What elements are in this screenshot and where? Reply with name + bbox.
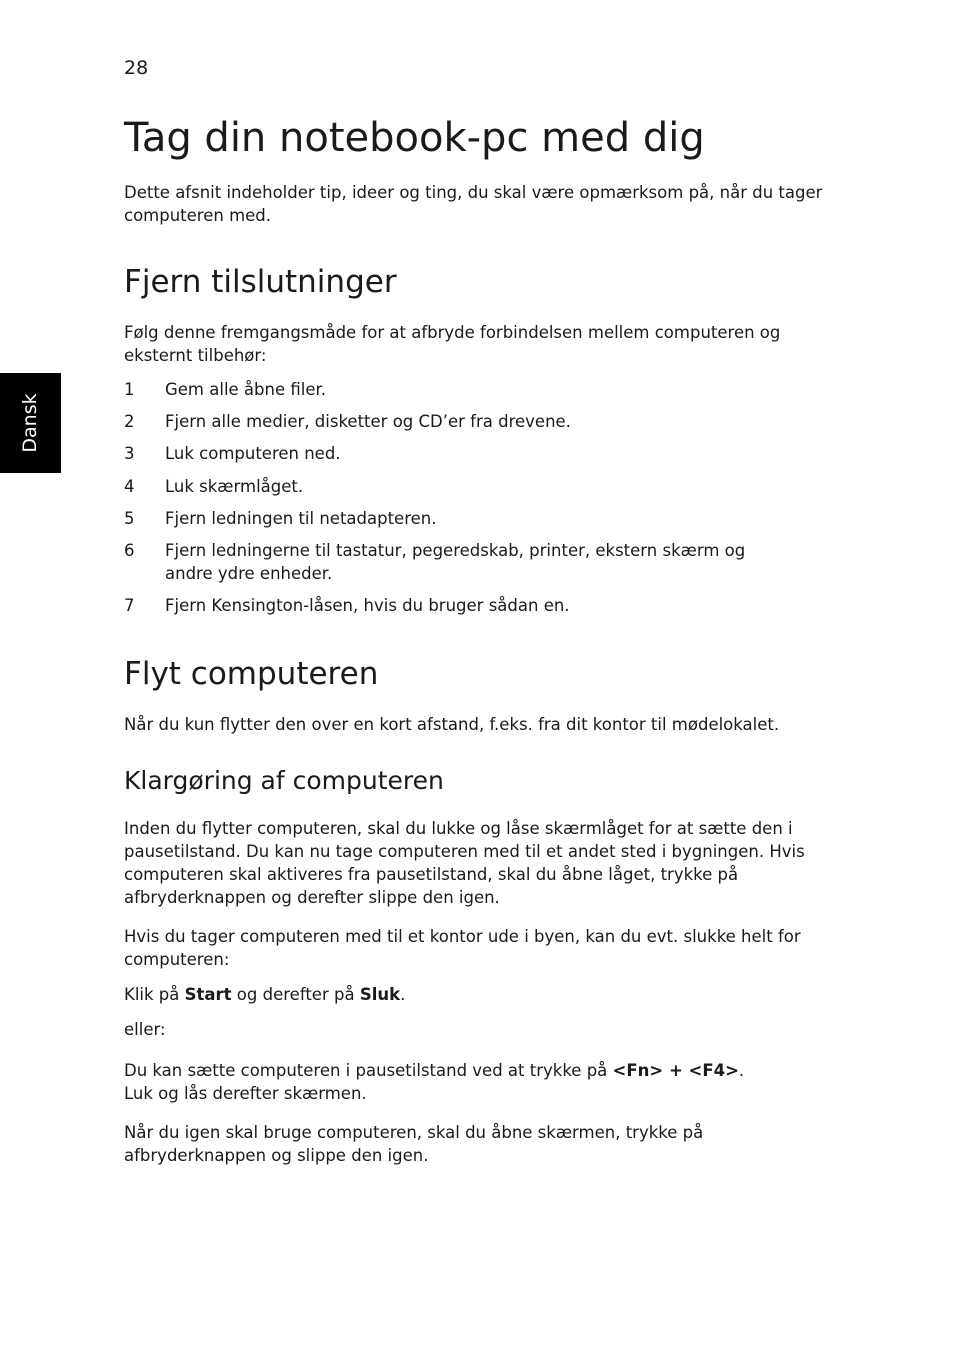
language-side-tab-label: Dansk xyxy=(19,393,41,453)
step-text: Fjern Kensington-låsen, hvis du bruger sådan en. xyxy=(165,596,570,615)
text-run: Luk og lås derefter skærmen. xyxy=(124,1084,367,1103)
intro-paragraph: Dette afsnit indeholder tip, ideer og ting, du skal være opmærksom på, når du tager computeren med. xyxy=(124,183,823,225)
section-heading-disconnect: Fjern tilslutninger xyxy=(124,264,397,300)
prepare-paragraph-5 xyxy=(124,1059,824,1105)
step-number: 1 xyxy=(124,380,135,399)
step-text: Fjern alle medier, disketter og CD’er fra drevene. xyxy=(165,412,571,431)
section-disconnect-intro: Følg denne fremgangsmåde for at afbryde forbindelsen mellem computeren og eksternt tilbehør: xyxy=(124,323,781,365)
prepare-paragraph-1: Inden du flytter computeren, skal du lukke og låse skærmlåget for at sætte den i pausetilstand. Du kan nu tage computeren med til et andet sted i bygningen. Hvis computeren skal aktiveres fra pausetilstand, skal du åbne låget, trykke på afbryderknappen og derefter slippe den igen. xyxy=(124,819,805,907)
sub-heading-prepare: Klargøring af computeren xyxy=(124,766,444,795)
step-text: Fjern ledningerne til tastatur, pegeredskab, printer, ekstern skærm og andre ydre enheder. xyxy=(165,541,746,583)
step-number: 7 xyxy=(124,596,135,615)
step-number: 3 xyxy=(124,444,135,463)
prepare-paragraph-2: Hvis du tager computeren med til et kontor ude i byen, kan du evt. slukke helt for computeren: xyxy=(124,927,801,969)
text-run: . xyxy=(400,985,406,1004)
step-text: Gem alle åbne filer. xyxy=(165,380,327,399)
page-title: Tag din notebook-pc med dig xyxy=(124,115,705,161)
section-move-intro: Når du kun flytter den over en kort afstand, f.eks. fra dit kontor til mødelokalet. xyxy=(124,715,780,734)
list-item xyxy=(124,507,824,539)
list-item xyxy=(124,475,824,507)
step-number: 5 xyxy=(124,509,135,528)
text-run: Du kan sætte computeren i pausetilstand ved at trykke på xyxy=(124,1061,613,1080)
key-combination: <Fn> + <F4> xyxy=(612,1061,739,1080)
prepare-paragraph-6: Når du igen skal bruge computeren, skal du åbne skærmen, trykke på afbryderknappen og slippe den igen. xyxy=(124,1123,704,1165)
list-item xyxy=(124,378,824,410)
language-side-tab xyxy=(0,373,61,473)
disconnect-steps-list xyxy=(124,378,824,618)
page-number: 28 xyxy=(124,57,149,79)
prepare-paragraph-3 xyxy=(124,983,824,1006)
step-number: 4 xyxy=(124,477,135,496)
start-keyword: Start xyxy=(184,985,232,1004)
list-item xyxy=(124,594,824,618)
step-text: Luk skærmlåget. xyxy=(165,477,304,496)
shutdown-keyword: Sluk xyxy=(359,985,401,1004)
list-item xyxy=(124,539,824,594)
step-text: Fjern ledningen til netadapteren. xyxy=(165,509,437,528)
list-item xyxy=(124,410,824,442)
text-run: og derefter på xyxy=(231,985,360,1004)
step-number: 6 xyxy=(124,541,135,560)
step-number: 2 xyxy=(124,412,135,431)
step-text: Luk computeren ned. xyxy=(165,444,341,463)
list-item xyxy=(124,442,824,475)
text-run: Klik på xyxy=(124,985,185,1004)
section-heading-move: Flyt computeren xyxy=(124,656,379,692)
text-run: . xyxy=(738,1061,745,1080)
prepare-paragraph-4: eller: xyxy=(124,1020,166,1039)
